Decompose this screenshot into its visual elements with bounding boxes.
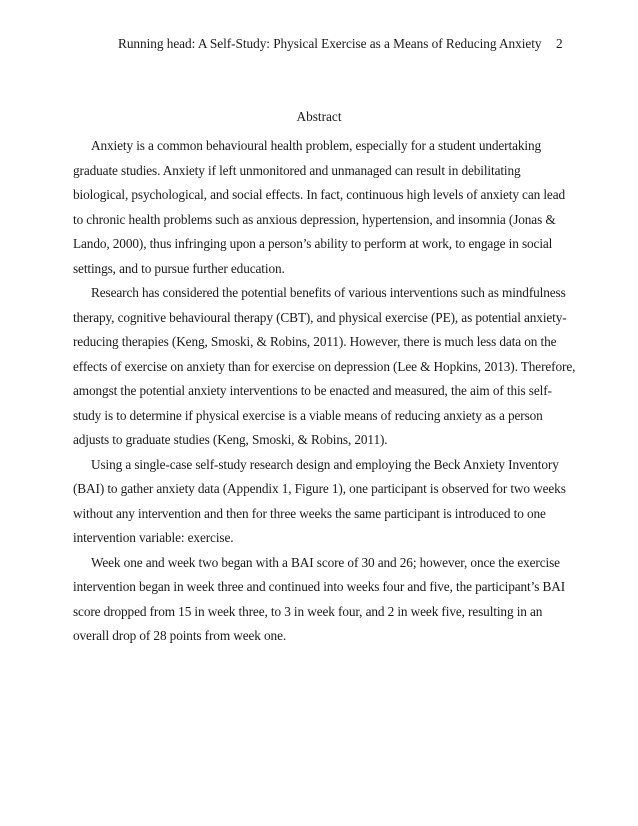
paragraph-1-line-5: Lando, 2000), thus infringing upon a person’s ability to perform at work, to engage in social (73, 236, 553, 251)
paragraph-3-line-2: (BAI) to gather anxiety data (Appendix 1, Figure 1), one participant is observed for two weeks (73, 481, 566, 496)
paragraph-2-line-1: Research has considered the potential benefits of various interventions such as mindfulness (91, 285, 566, 300)
paragraph-4-line-1: Week one and week two began with a BAI score of 30 and 26; however, once the exercise (91, 554, 560, 570)
paragraph-2-line-7: adjusts to graduate studies (Keng, Smoski, & Robins, 2011). (73, 432, 388, 447)
page-number: 2 (556, 36, 563, 51)
paragraph-3-line-3: without any intervention and then for three weeks the same participant is introduced to one (73, 505, 546, 521)
paragraph-3-line-4: intervention variable: exercise. (73, 530, 234, 545)
paragraph-2-line-2: therapy, cognitive behavioural therapy (CBT), and physical exercise (PE), as potential anxiety- (73, 309, 567, 325)
running-head: Running head: A Self-Study: Physical Exercise as a Means of Reducing Anxiety (118, 36, 542, 51)
paragraph-4-line-4: overall drop of 28 points from week one. (73, 628, 287, 643)
abstract-body (73, 134, 576, 649)
paragraph-1-line-1: Anxiety is a common behavioural health problem, especially for a student undertaking (91, 138, 542, 153)
paragraph-1-line-3: biological, psychological, and social effects. In fact, continuous high levels of anxiety can lead (73, 187, 566, 202)
abstract-heading: Abstract (296, 109, 342, 124)
paragraph-1-line-6: settings, and to pursue further education. (73, 260, 285, 276)
paragraph-1-line-4: to chronic health problems such as anxious depression, hypertension, and insomnia (Jonas & (73, 211, 556, 227)
paragraph-2-line-3: reducing therapies (Keng, Smoski, & Robins, 2011). However, there is much less data on the (73, 334, 557, 349)
paragraph-3-line-1: Using a single-case self-study research design and employing the Beck Anxiety Inventory (91, 456, 559, 472)
paragraph-2-line-4: effects of exercise on anxiety than for exercise on depression (Lee & Hopkins, 2013). Therefore, (73, 358, 576, 374)
paragraph-4-line-3: score dropped from 15 in week three, to 3 in week four, and 2 in week five, resulting in an (73, 603, 543, 619)
paragraph-2-line-6: study is to determine if physical exercise is a viable means of reducing anxiety as a person (73, 407, 543, 423)
paragraph-1-line-2: graduate studies. Anxiety if left unmonitored and unmanaged can result in debilitating (73, 162, 521, 178)
paragraph-4-line-2: intervention began in week three and continued into weeks four and five, the participant’s BAI (73, 579, 565, 594)
paragraph-2-line-5: amongst the potential anxiety interventions to be enacted and measured, the aim of this self- (73, 383, 552, 398)
